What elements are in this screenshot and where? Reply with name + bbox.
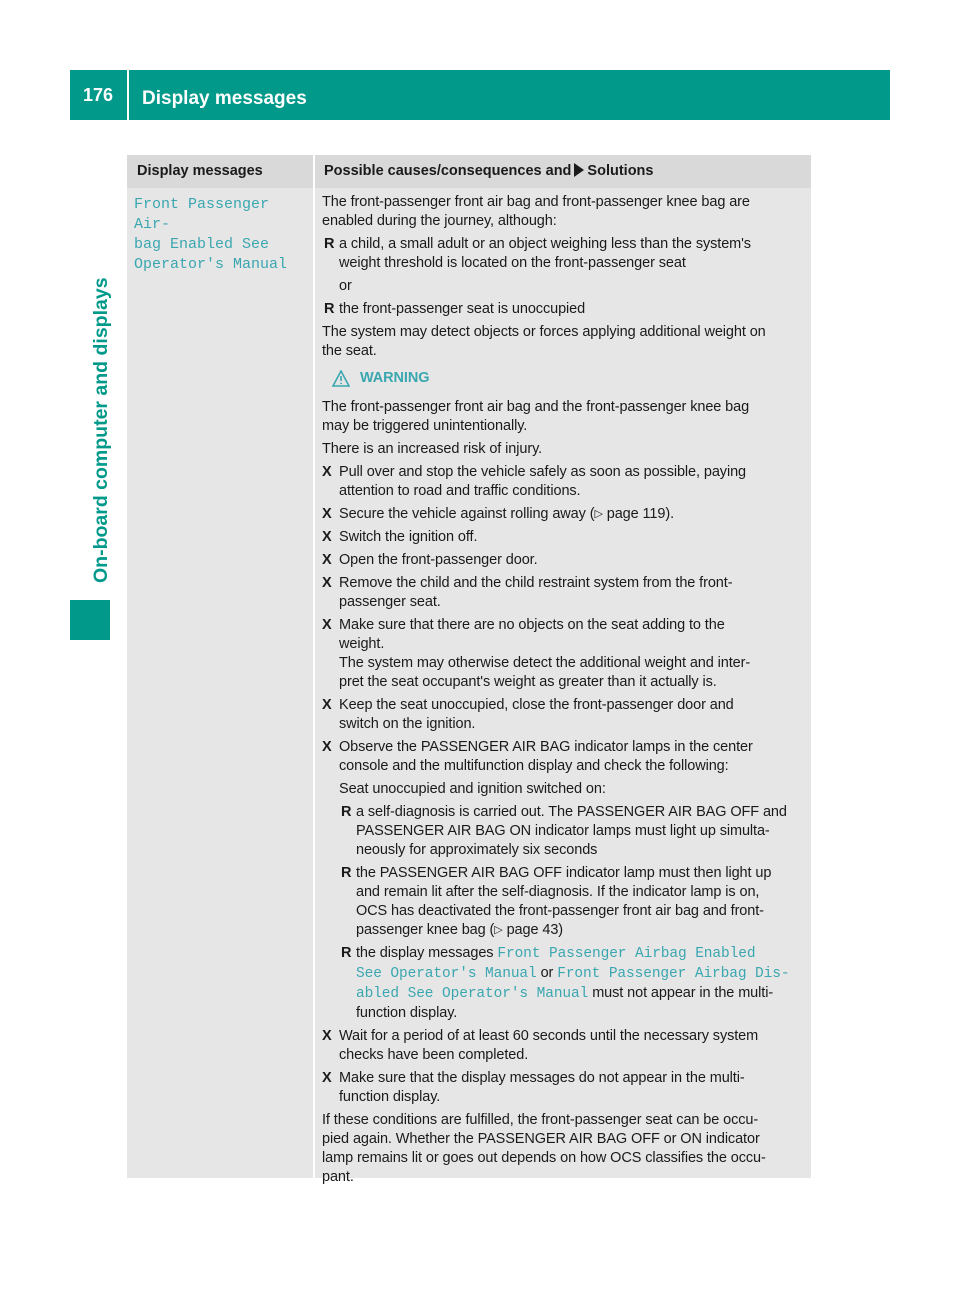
display-message-ref: See Operator's Manual <box>356 966 537 982</box>
bullet-icon: R <box>341 945 352 961</box>
column-divider <box>313 188 315 1178</box>
list-item: X Secure the vehicle against rolling away (▷ page 119). <box>322 506 675 522</box>
display-message-ref: Front Passenger Airbag Enabled <box>497 946 756 962</box>
detect-text: The system may detect objects or forces applying additional weight on the seat. <box>322 324 766 359</box>
page-ref-icon: ▷ <box>594 508 603 520</box>
action-icon: X <box>322 617 332 633</box>
risk-text: There is an increased risk of injury. <box>322 441 543 457</box>
list-item: X Make sure that the display messages do not appear in the multi- function display. <box>322 1070 745 1105</box>
final-text: If these conditions are fulfilled, the front-passenger seat can be occu- pied again. Whether the PASSENGER AIR BAG OFF or ON indicator lamp remains lit or goes out depends on how OCS classifies the occu- pant. <box>322 1112 766 1185</box>
action-icon: X <box>322 739 332 755</box>
or-text: or <box>339 278 352 294</box>
warning-text: The front-passenger front air bag and the front-passenger knee bag may be triggered unintentionally. <box>322 399 750 434</box>
col-header-causes: Possible causes/consequences and Solutions <box>324 163 654 179</box>
list-item: X Open the front-passenger door. <box>322 552 538 568</box>
action-icon: X <box>322 464 332 480</box>
header-col-divider <box>313 155 315 188</box>
bullet-icon: R <box>324 301 335 317</box>
page-header <box>70 70 890 120</box>
list-item: X Observe the PASSENGER AIR BAG indicator lamps in the center console and the multifunction display and check the following: <box>322 739 753 774</box>
messages-table <box>127 155 811 1185</box>
display-message-ref: abled See Operator's Manual <box>356 986 589 1002</box>
display-message-text: Front Passenger Air‐ bag Enabled See Operator's Manual <box>134 196 288 273</box>
warning-icon <box>332 370 350 387</box>
bullet-icon: R <box>324 236 335 252</box>
action-icon: X <box>322 1070 332 1086</box>
intro-text: The front-passenger front air bag and front-passenger knee bag are enabled during the journey, although: <box>322 194 750 229</box>
list-item: X Make sure that there are no objects on the seat adding to the weight. The system may otherwise detect the additional weight and inter- pret the seat occupant's weight as greater than it actually is. <box>322 617 751 690</box>
list-item: X Keep the seat unoccupied, close the front-passenger door and switch on the ignition. <box>322 697 734 732</box>
list-item: X Switch the ignition off. <box>322 529 478 545</box>
list-item: R the PASSENGER AIR BAG OFF indicator lamp must then light up and remain lit after the self-diagnosis. If the indicator lamp is on, OCS has deactivated the front-passenger front air bag and front- passenger knee bag (▷ page 43) <box>341 865 772 938</box>
action-icon: X <box>322 552 332 568</box>
page-title: Display messages <box>142 88 307 109</box>
bullet-icon: R <box>341 865 352 881</box>
action-icon: X <box>322 529 332 545</box>
display-message-ref: Front Passenger Airbag Dis‐ <box>557 966 790 982</box>
list-item: R a child, a small adult or an object weighing less than the system's weight threshold is located on the front-passenger seat <box>324 236 751 271</box>
page-ref-icon: ▷ <box>494 924 503 936</box>
list-item: X Pull over and stop the vehicle safely as soon as possible, paying attention to road and traffic conditions. <box>322 464 746 499</box>
list-item: X Wait for a period of at least 60 seconds until the necessary system checks have been completed. <box>322 1028 759 1063</box>
bullet-icon: R <box>341 804 352 820</box>
action-icon: X <box>322 1028 332 1044</box>
warning-heading: WARNING <box>322 369 804 388</box>
action-icon: X <box>322 575 332 591</box>
section-marker <box>70 600 110 640</box>
arrow-right-icon <box>574 163 584 177</box>
page-number: 176 <box>82 84 114 105</box>
list-item: R a self-diagnosis is carried out. The PASSENGER AIR BAG OFF and PASSENGER AIR BAG ON indicator lamps must light up simulta- neously for approximately six seconds <box>341 804 787 858</box>
causes-solutions <box>322 193 804 1191</box>
section-side-label: On-board computer and displays <box>90 277 112 583</box>
list-item: R the display messages Front Passenger Airbag Enabled See Operator's Manual or Front Passenger Airbag Dis‐ abled See Operator's Manual must not appear in the multi- function display. <box>341 945 790 1021</box>
list-item: R the front-passenger seat is unoccupied <box>324 301 586 317</box>
table-header-row <box>127 155 811 188</box>
header-divider <box>127 70 129 120</box>
col-header-messages: Display messages <box>137 163 263 179</box>
action-icon: X <box>322 506 332 522</box>
list-item: X Remove the child and the child restraint system from the front- passenger seat. <box>322 575 733 610</box>
seat-unoccupied-text: Seat unoccupied and ignition switched on: <box>339 781 606 797</box>
action-icon: X <box>322 697 332 713</box>
